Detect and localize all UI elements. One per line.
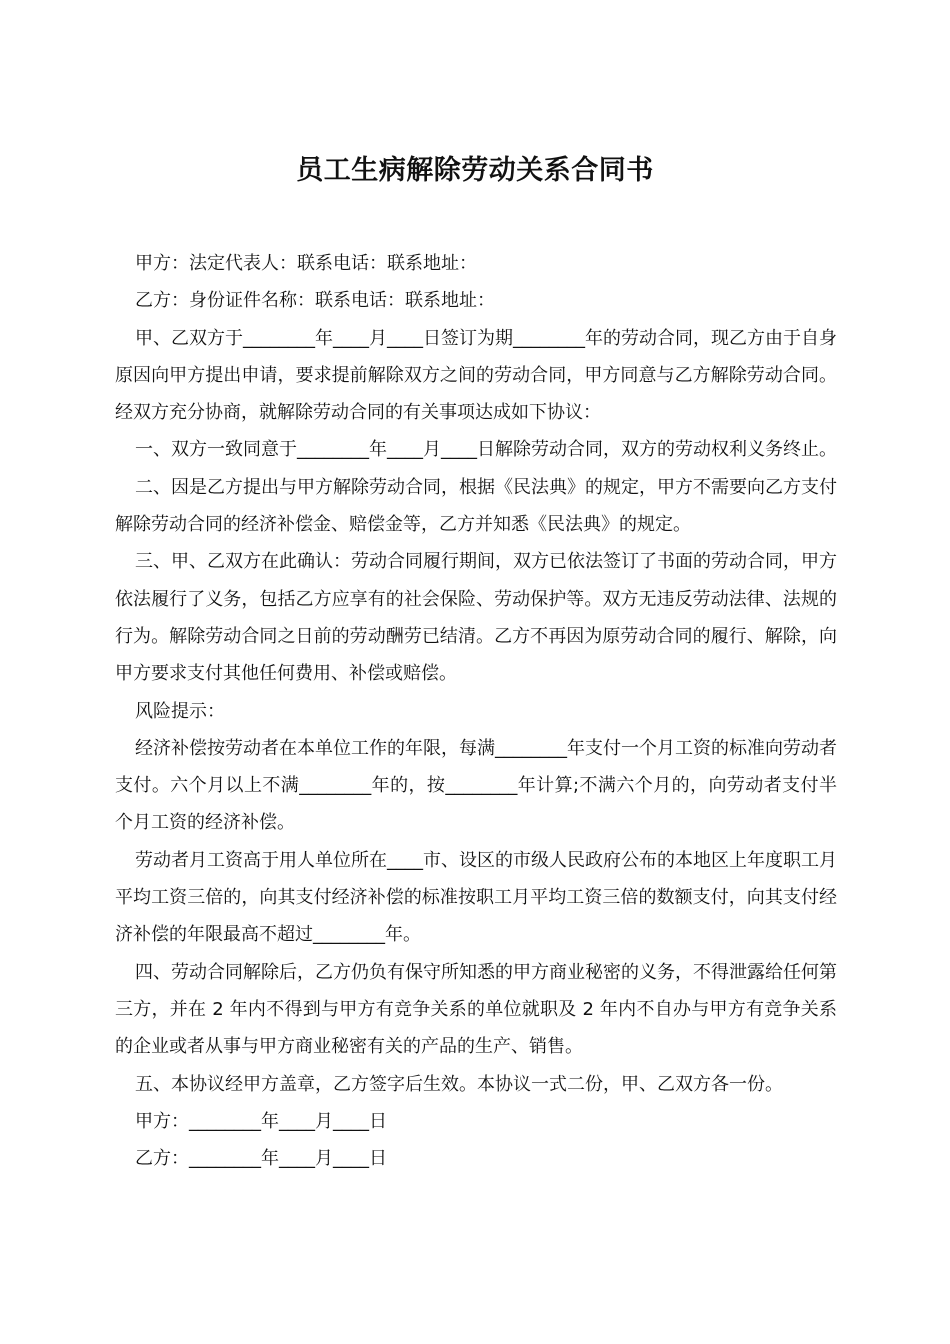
party-a-info: 甲方：法定代表人：联系电话：联系地址： [135,253,477,274]
party-b-info: 乙方：身份证件名称：联系电话：联系地址： [135,290,495,312]
risk-notice-paragraph-2: 劳动者月工资高于用人单位所在____市、设区的市级人民政府公布的本地区上年度职工月平均工资三倍的，向其支付经济补偿的标准按职工月平均工资三倍的数额支付，向其支付经济补偿的年限最高不超过________年。 [115,849,837,946]
clause-four: 四、劳动合同解除后，乙方仍负有保守所知悉的甲方商业秘密的义务，不得泄露给任何第三方，并在 2 年内不得到与甲方有竞争关系的单位就职及 2 年内不自办与甲方有竞争关系的企业或者从事与甲方商业秘密有关的产品的生产、销售。 [115,961,837,1058]
party-a-signature-date: 甲方：________年____月____日 [135,1110,387,1132]
party-b-signature-date: 乙方：________年____月____日 [135,1148,387,1170]
clause-one: 一、双方一致同意于________年____月____日解除劳动合同，双方的劳动权利义务终止。 [135,439,837,461]
document-body [115,245,837,1177]
clause-two: 二、因是乙方提出与甲方解除劳动合同，根据《民法典》的规定，甲方不需要向乙方支付解除劳动合同的经济补偿金、赔偿金等，乙方并知悉《民法典》的规定。 [115,476,837,536]
risk-notice-heading: 风险提示： [135,700,225,722]
preamble-paragraph: 甲、乙双方于________年____月____日签订为期________年的劳动合同，现乙方由于自身原因向甲方提出申请，要求提前解除双方之间的劳动合同，甲方同意与乙方解除劳动合同。经双方充分协商，就解除劳动合同的有关事项达成如下协议： [115,327,837,424]
risk-notice-paragraph-1: 经济补偿按劳动者在本单位工作的年限，每满________年支付一个月工资的标准向劳动者支付。六个月以上不满________年的，按________年计算;不满六个月的，向劳动者支付半个月工资的经济补偿。 [115,737,837,834]
clause-five: 五、本协议经甲方盖章，乙方签字后生效。本协议一式二份，甲、乙双方各一份。 [135,1073,783,1095]
document-title: 员工生病解除劳动关系合同书 [296,155,654,187]
clause-three: 三、甲、乙双方在此确认：劳动合同履行期间，双方已依法签订了书面的劳动合同，甲方依法履行了义务，包括乙方应享有的社会保险、劳动保护等。双方无违反劳动法律、法规的行为。解除劳动合同之日前的劳动酬劳已结清。乙方不再因为原劳动合同的履行、解除，向甲方要求支付其他任何费用、补偿或赔偿。 [115,551,837,685]
